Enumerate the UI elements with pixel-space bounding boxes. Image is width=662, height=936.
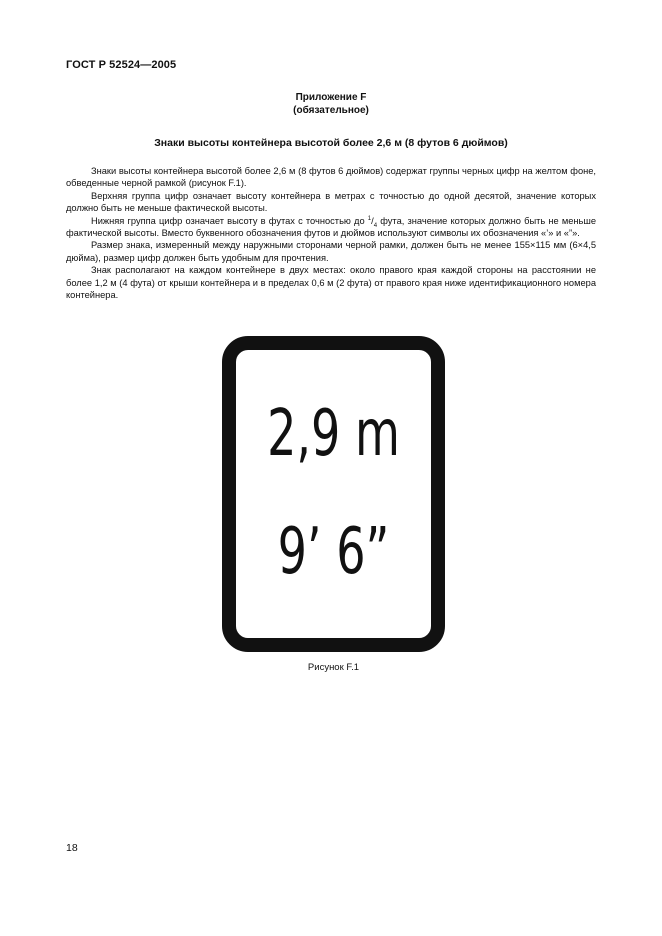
appendix-title: Приложение F bbox=[295, 92, 367, 103]
paragraph: Знаки высоты контейнера высотой более 2,6 м (8 футов 6 дюймов) содержат группы черных цифр на желтом фоне, обведенные черной рамкой (рисунок F.1). bbox=[66, 166, 596, 189]
appendix-heading bbox=[66, 91, 596, 117]
fraction-numerator: 1 bbox=[367, 215, 372, 222]
container-height-sign bbox=[222, 336, 445, 652]
figure-caption: Рисунок F.1 bbox=[307, 662, 360, 673]
paragraph: Верхняя группа цифр означает высоту контейнера в метрах с точностью до одной десятой, значение которых должно быть не меньше фактической высоты. bbox=[66, 190, 596, 214]
paragraph: Знак располагают на каждом контейнере в двух местах: около правого края каждой стороны на расстоянии не более 1,2 м (4 фута) от крыши контейнера и в пределах 0,6 м (2 фута) от правого края ниже идентификационного номера контейнера. bbox=[66, 265, 596, 301]
appendix-status: (обязательное) bbox=[293, 105, 369, 116]
paragraph-text: Нижняя группа цифр означает высоту в футах с точностью до bbox=[91, 215, 368, 226]
paragraph: Размер знака, измеренный между наружными сторонами черной рамки, должен быть не менее 155×115 мм (6×4,5 дюйма), размер цифр должен быть удобным для прочтения. bbox=[66, 240, 596, 263]
fraction-denominator: 4 bbox=[373, 222, 378, 229]
sign-imperial-height: 9’ 6” bbox=[277, 515, 390, 589]
paragraph: Нижняя группа цифр означает высоту в футах с точностью до $^1/_4$ фута, значение которых должно быть не меньше фактической высоты. Вместо буквенного обозначения футов и дюймов используют символы их обозначения «’» и «”». bbox=[66, 215, 597, 239]
paragraph-text: фута, значение которых должно быть не меньше фактической высоты. Вместо буквенного обозначения футов и дюймов используют символы их обозначения «’» и «”». bbox=[66, 215, 597, 239]
sign-metric-height: 2,9 m bbox=[267, 397, 400, 471]
page-number: 18 bbox=[66, 842, 78, 854]
section-title: Знаки высоты контейнера высотой более 2,6 м (8 футов 6 дюймов) bbox=[154, 137, 508, 149]
document-header: ГОСТ Р 52524—2005 bbox=[66, 59, 177, 71]
body-text bbox=[66, 165, 596, 301]
